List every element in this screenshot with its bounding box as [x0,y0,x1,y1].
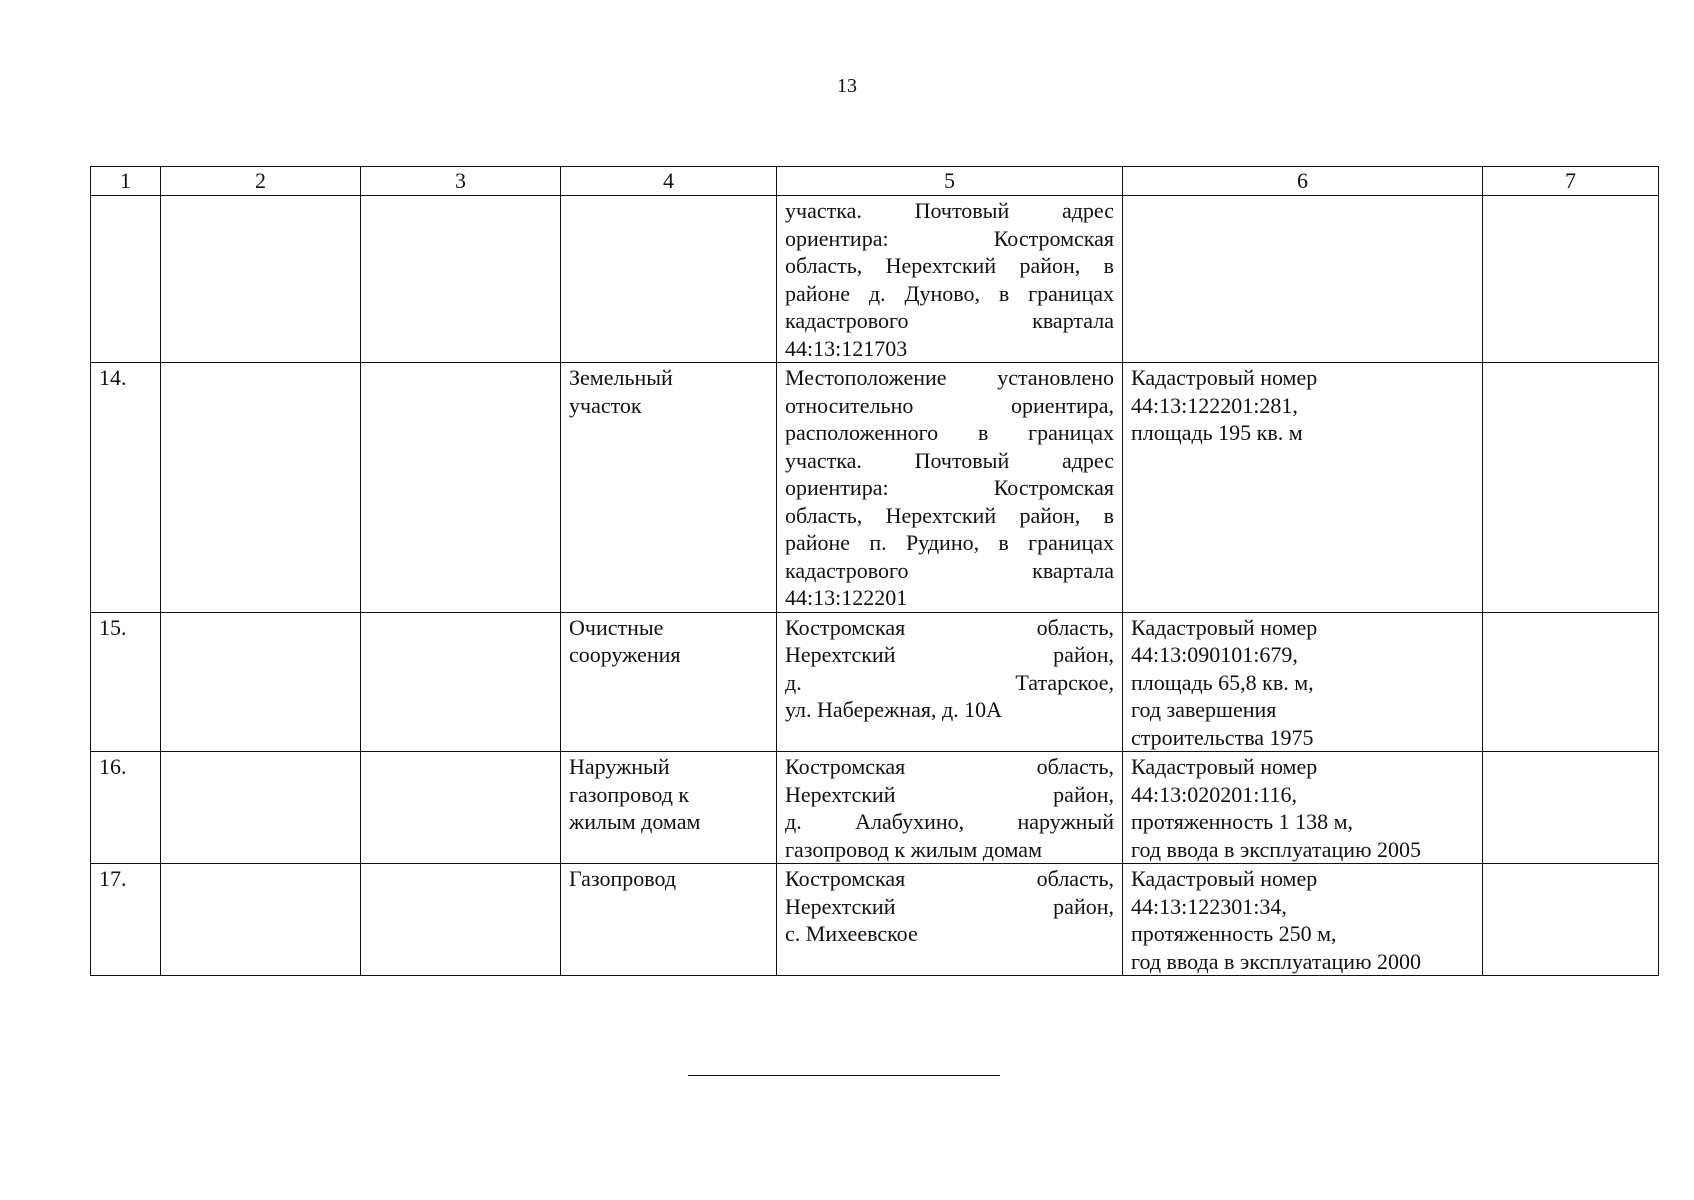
table-row-continuation [91,196,1659,363]
cell-line: Нерехтский район, [785,781,1114,807]
cell-line: область, Нерехтский район, в [785,253,1114,278]
object-characteristics [1123,752,1483,864]
cell-line: газопровод к жилым домам [785,836,1042,862]
col-2-cell [161,196,361,363]
cell-line: д. Алабухино, наружный [785,809,1114,834]
header-cell: 1 [91,167,161,196]
row-number: 17. [91,864,161,976]
cell-line: расположенного в границах [785,420,1114,445]
cell-line: Костромская область, [785,754,1114,779]
cell-line: 44:13:121703 [785,335,908,361]
object-location [777,612,1123,752]
property-table [90,166,1659,976]
col-3-cell [361,363,561,613]
header-cell: 4 [561,167,777,196]
object-name [561,864,777,976]
cell-line: Нерехтский район, [785,642,1114,667]
col-3-cell [361,612,561,752]
signature-line [688,1075,1000,1076]
cell-line: кадастрового квартала [785,557,1114,583]
cell-line: д. Татарское, [785,669,1114,695]
cell-line: ориентира: Костромская [785,475,1114,500]
cell-line: районе д. Дуново, в границах [785,280,1114,306]
col-2-cell [161,752,361,864]
cell-line: районе п. Рудино, в границах [785,530,1114,555]
cell-line: 44:13:122301:34, [1131,893,1287,919]
cell-line: год завершения [1131,697,1277,722]
table-row [91,363,1659,613]
col-2-cell [161,864,361,976]
object-name [561,196,777,363]
object-characteristics [1123,864,1483,976]
cell-line: Костромская область, [785,614,1114,640]
cell-line: область, Нерехтский район, в [785,502,1114,528]
cell-line: Очистные [569,614,664,640]
table-body [91,196,1659,976]
cell-line: Кадастровый номер [1131,754,1318,779]
table-row [91,612,1659,752]
cell-line: с. Михеевское [785,921,918,946]
cell-line: год ввода в эксплуатацию 2005 [1131,836,1422,862]
cell-line: ориентира: Костромская [785,225,1114,251]
cell-line: участок [569,392,642,418]
cell-line: Кадастровый номер [1131,614,1318,640]
cell-line: кадастрового квартала [785,308,1114,333]
cell-line: протяженность 1 138 м, [1131,809,1354,834]
cell-line: участка. Почтовый адрес [785,198,1114,223]
cell-line: Нерехтский район, [785,893,1114,919]
cell-line: Кадастровый номер [1131,866,1318,891]
cell-line: 44:13:020201:116, [1131,781,1298,807]
row-number: 16. [91,752,161,864]
object-characteristics [1123,196,1483,363]
object-characteristics [1123,612,1483,752]
cell-line: Газопровод [569,866,677,891]
object-characteristics [1123,363,1483,613]
col-3-cell [361,196,561,363]
col-7-cell [1483,196,1659,363]
cell-line: 44:13:122201:281, [1131,392,1298,418]
object-name [561,363,777,613]
row-number [91,196,161,363]
object-name [561,752,777,864]
cell-line: площадь 195 кв. м [1131,420,1303,445]
cell-line: протяженность 250 м, [1131,921,1337,946]
cell-line: Земельный [569,365,673,390]
cell-line: Кадастровый номер [1131,365,1318,390]
table-row [91,864,1659,976]
header-cell: 5 [777,167,1123,196]
cell-line: газопровод к [569,781,690,807]
object-location [777,363,1123,613]
col-3-cell [361,864,561,976]
object-location [777,864,1123,976]
cell-line: Наружный [569,754,670,779]
header-cell: 7 [1483,167,1659,196]
page-number: 13 [837,75,857,97]
cell-line: жилым домам [569,809,701,834]
cell-line: 44:13:122201 [785,585,908,610]
object-name [561,612,777,752]
header-row [91,167,1659,196]
col-7-cell [1483,612,1659,752]
object-location [777,196,1123,363]
cell-line: Костромская область, [785,866,1114,891]
col-7-cell [1483,363,1659,613]
header-cell: 6 [1123,167,1483,196]
table-row [91,752,1659,864]
cell-line: год ввода в эксплуатацию 2000 [1131,948,1422,974]
col-2-cell [161,612,361,752]
cell-line: относительно ориентира, [785,392,1114,418]
cell-line: сооружения [569,642,681,667]
col-2-cell [161,363,361,613]
col-7-cell [1483,864,1659,976]
cell-line: ул. Набережная, д. 10А [785,697,1003,722]
cell-line: строительства 1975 [1131,724,1314,750]
col-3-cell [361,752,561,864]
cell-line: участка. Почтовый адрес [785,447,1114,473]
col-7-cell [1483,752,1659,864]
cell-line: площадь 65,8 кв. м, [1131,669,1314,695]
row-number: 14. [91,363,161,613]
header-cell: 2 [161,167,361,196]
object-location [777,752,1123,864]
header-cell: 3 [361,167,561,196]
cell-line: 44:13:090101:679, [1131,642,1298,667]
cell-line: Местоположение установлено [785,365,1114,390]
row-number: 15. [91,612,161,752]
